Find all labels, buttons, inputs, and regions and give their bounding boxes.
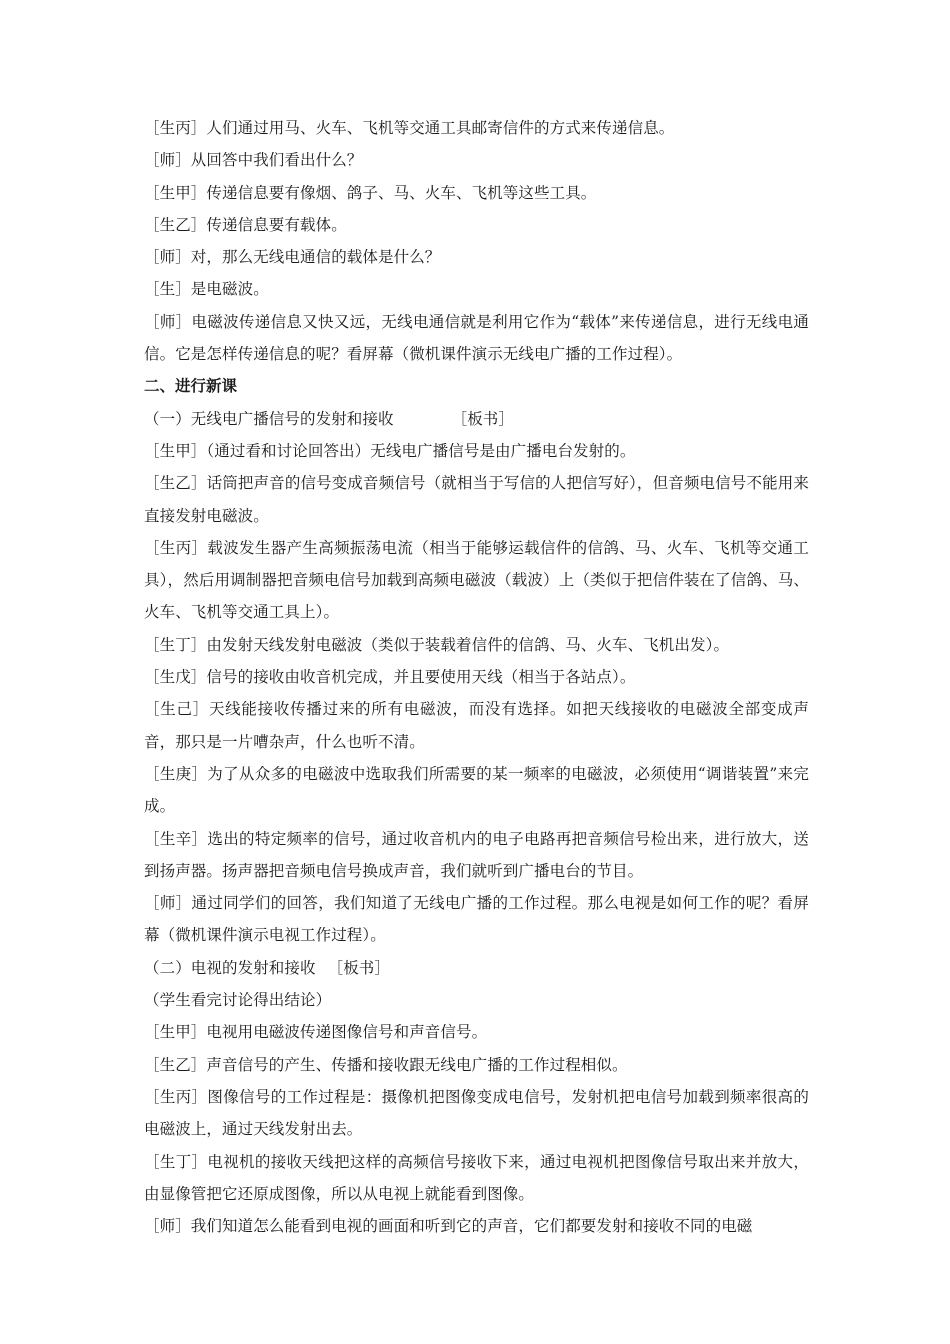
paragraph-teacher-question: ［师］从回答中我们看出什么？ — [144, 151, 363, 170]
board-note-tag: ［板书］ — [327, 958, 391, 977]
section-heading-new-lesson: 二、进行新课 — [144, 377, 238, 396]
paragraph-student-a-2: ［生甲］（通过看和讨论回答出）无线电广播信号是由广播电台发射的。 — [144, 441, 636, 460]
paragraph-student-h-1: ［生辛］选出的特定频率的信号，通过收音机内的电子电路再把音频信号检出来，进行放大，送到扬声器。扬声器把音频电信号换成声音，我们就听到广播电台的节目。 — [144, 829, 809, 880]
paragraph-teacher-tv-intro: ［师］通过同学们的回答，我们知道了无线电广播的工作过程。那么电视是如何工作的呢？看屏幕（微机课件演示电视工作过程）。 — [144, 894, 809, 945]
paragraph-student-c-2: ［生丙］载波发生器产生高频振荡电流（相当于能够运载信件的信鸽、马、火车、飞机等交通工具），然后用调制器把音频电信号加载到高频电磁波（载波）上（类似于把信件装在了信鸽、马、火车、飞机等交通工具上）。 — [144, 538, 809, 622]
subsection-title-tv — [144, 952, 809, 984]
paragraph-student-f-1: ［生己］天线能接收传播过来的所有电磁波，而没有选择。如把天线接收的电磁波全部变成声音，那只是一片嘈杂声，什么也听不清。 — [144, 700, 809, 751]
subsection-title-radio-text: （一）无线电广播信号的发射和接收 — [144, 409, 394, 428]
subsection-title-radio — [144, 403, 809, 435]
paragraph-student-answer: ［生］是电磁波。 — [144, 280, 269, 299]
paragraph-student-a-1: ［生甲］传递信息要有像烟、鸽子、马、火车、飞机等这些工具。 — [144, 183, 597, 202]
paragraph-teacher-closing: ［师］我们知道怎么能看到电视的画面和听到它的声音，它们都要发射和接收不同的电磁 — [144, 1217, 753, 1236]
paragraph-student-b-1: ［生乙］传递信息要有载体。 — [144, 215, 347, 234]
paragraph-discussion-note: （学生看完讨论得出结论） — [144, 991, 332, 1010]
paragraph-student-a-3: ［生甲］电视用电磁波传递图像信号和声音信号。 — [144, 1023, 488, 1042]
paragraph-teacher-intro: ［师］电磁波传递信息又快又远，无线电通信就是利用它作为“载体”来传递信息，进行无线电通信。它是怎样传递信息的呢？看屏幕（微机课件演示无线电广播的工作过程）。 — [144, 312, 809, 364]
paragraph-student-b-2: ［生乙］话筒把声音的信号变成音频信号（就相当于写信的人把信写好），但音频电信号不能用来直接发射电磁波。 — [144, 474, 809, 525]
paragraph-student-e-1: ［生戊］信号的接收由收音机完成，并且要使用天线（相当于各站点）。 — [144, 668, 636, 687]
board-note-tag: ［板书］ — [451, 409, 515, 428]
paragraph-student-d-1: ［生丁］由发射天线发射电磁波（类似于装载着信件的信鸽、马、火车、飞机出发）。 — [144, 635, 730, 654]
paragraph-student-c-3: ［生丙］图像信号的工作过程是：摄像机把图像变成电信号，发射机把电信号加载到频率很高的电磁波上，通过天线发射出去。 — [144, 1087, 809, 1139]
paragraph-student-b-3: ［生乙］声音信号的产生、传播和接收跟无线电广播的工作过程相似。 — [144, 1055, 628, 1074]
document-body — [144, 112, 809, 1242]
paragraph-teacher-carrier: ［师］对，那么无线电通信的载体是什么？ — [144, 248, 441, 267]
subsection-title-tv-text: （二）电视的发射和接收 — [144, 958, 316, 977]
paragraph-student-c-1: ［生丙］人们通过用马、火车、飞机等交通工具邮寄信件的方式来传递信息。 — [144, 119, 675, 137]
paragraph-student-d-2: ［生丁］电视机的接收天线把这样的高频信号接收下来，通过电视机把图像信号取出来并放大，由显像管把它还原成图像，所以从电视上就能看到图像。 — [144, 1152, 809, 1203]
paragraph-student-g-1: ［生庚］为了从众多的电磁波中选取我们所需要的某一频率的电磁波，必须使用“调谐装置”来完成。 — [144, 764, 809, 816]
